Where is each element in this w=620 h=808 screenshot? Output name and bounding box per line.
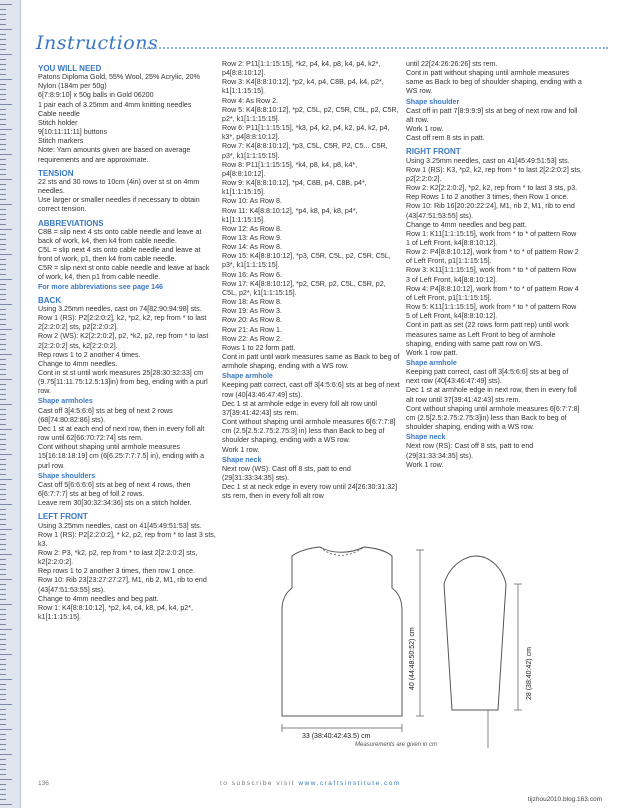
ruler-tick xyxy=(0,769,6,770)
paragraph: Next row (RS): Cast off 8 sts, patt to end (29[31:33:34:35] sts). xyxy=(406,442,534,460)
ruler-tick xyxy=(0,399,6,400)
ruler-tick xyxy=(0,284,6,285)
subsection-heading: Shape shoulders xyxy=(38,471,96,480)
ruler-tick xyxy=(0,99,6,100)
body-height-label: 40 (44:48:50:52) cm xyxy=(409,627,416,690)
paragraph: Note: Yarn amounts given are based on average requirements and are approximate. xyxy=(38,146,191,164)
ruler-tick xyxy=(0,344,6,345)
ruler-tick xyxy=(0,404,12,405)
ruler-tick xyxy=(0,414,6,415)
paragraph: Row 18: As Row 8. xyxy=(222,298,282,307)
ruler-tick xyxy=(0,444,6,445)
paragraph: Row 12: As Row 8. xyxy=(222,224,282,233)
paragraph: Row 20: As Row 8. xyxy=(222,316,282,325)
ruler-tick xyxy=(0,44,6,45)
page-footer xyxy=(0,778,620,792)
paragraph: Row 10: Rib 16[20:20:22:24], M1, rib 2, M1, rib to end (43[47:51:53:55] sts). xyxy=(406,202,575,220)
ruler-tick xyxy=(0,474,6,475)
ruler-tick xyxy=(0,79,12,80)
ruler-tick xyxy=(0,774,6,775)
ruler-tick xyxy=(0,134,6,135)
paragraph: until 22[24:26:26:26] sts rem. xyxy=(406,60,498,68)
section-heading: BACK xyxy=(38,295,62,305)
ruler-tick xyxy=(0,684,6,685)
ruler-tick xyxy=(0,354,12,355)
ruler-tick xyxy=(0,489,6,490)
paragraph: Keeping patt correct, cast off 3[4:5:6:6] sts at beg of next row (40[43:46:47:49] sts). xyxy=(406,368,569,386)
ruler-tick xyxy=(0,714,6,715)
paragraph: Using 3.25mm needles, cast on 74[82:90:94:98] sts. xyxy=(38,304,202,313)
ruler-tick xyxy=(0,69,6,70)
column-3 xyxy=(406,60,582,470)
paragraph: C5R = slip next st onto cable needle and leave at back of work, k4, then p1 from cable needle. xyxy=(38,264,210,282)
ruler-tick xyxy=(0,424,6,425)
ruler-tick xyxy=(0,689,6,690)
ruler-tick xyxy=(0,14,6,15)
ruler-tick xyxy=(0,59,6,60)
ruler-tick xyxy=(0,479,12,480)
ruler-tick xyxy=(0,389,6,390)
ruler-tick xyxy=(0,289,6,290)
paragraph: Change to 4mm needles. xyxy=(38,359,118,368)
ruler-tick xyxy=(0,229,12,230)
ruler-tick xyxy=(0,744,6,745)
width-label: 33 (38:40:42:43.5) cm xyxy=(302,733,371,740)
ruler-tick xyxy=(0,594,6,595)
ruler-tick xyxy=(0,764,6,765)
ruler-tick xyxy=(0,634,6,635)
ruler-tick xyxy=(0,574,6,575)
paragraph: Dec 1 st at neck edge in every row until 24[26:30:31:32] sts rem, then in every foll alt row xyxy=(222,483,398,501)
paragraph: Work 1 row. xyxy=(406,460,444,469)
paragraph: Row 16: As Row 6. xyxy=(222,270,282,279)
paragraph: Work 1 row patt. xyxy=(406,348,458,357)
paragraph: Cast off 3[4:5:6:6] sts at beg of next 2 rows (68[74:80:82:86] sts). xyxy=(38,406,173,424)
subsection-heading: Shape armhole xyxy=(406,359,457,367)
ruler-tick xyxy=(0,709,6,710)
ruler-tick xyxy=(0,639,6,640)
column-2 xyxy=(222,60,400,502)
section-heading: RIGHT FRONT xyxy=(406,147,461,157)
ruler-tick xyxy=(0,659,6,660)
ruler-tick xyxy=(0,679,12,680)
ruler-tick xyxy=(0,449,6,450)
ruler-tick xyxy=(0,199,6,200)
paragraph: Row 1: K11[1:1:15:15], work from * to * of pattern Row 1 of Left Front, k4[8:8:10:12]. xyxy=(406,229,577,247)
ruler-tick xyxy=(0,579,12,580)
paragraph: Change to 4mm needles and beg patt. xyxy=(406,220,527,229)
ruler-tick xyxy=(0,159,6,160)
paragraph: Row 2: P3, *k2, p2, rep from * to last 2[2:2:0:2] sts, k2[2:2:0:2]. xyxy=(38,548,198,567)
ruler-tick xyxy=(0,704,12,705)
ruler-tick xyxy=(0,569,6,570)
ruler-tick xyxy=(0,304,12,305)
ruler-tick xyxy=(0,629,12,630)
ruler-tick xyxy=(0,559,6,560)
ruler-tick xyxy=(0,514,6,515)
paragraph: Keeping patt correct, cast off 3[4:5:6:6] sts at beg of next row (40[43:46:47:49] sts). xyxy=(222,381,400,399)
measurement-diagram xyxy=(240,540,620,770)
ruler-tick xyxy=(0,539,6,540)
ruler-tick xyxy=(0,409,6,410)
ruler-tick xyxy=(0,334,6,335)
ruler-tick xyxy=(0,359,6,360)
paragraph: Rep Rows 1 to 2 another 3 times, then Row 1 once. xyxy=(406,193,569,202)
ruler-tick xyxy=(0,114,6,115)
subscribe-line xyxy=(220,780,401,787)
ruler-tick xyxy=(0,664,6,665)
paragraph: Row 3: K11[1:1:15:15], work from * to * of pattern Row 3 of Left Front, k4[8:8:10:12]. xyxy=(406,266,577,284)
page-title: Instructions xyxy=(36,32,159,54)
ruler-tick xyxy=(0,504,12,505)
ruler-tick xyxy=(0,529,12,530)
paragraph: Dec 1 st at armhole edge in next row, then in every foll alt row until 37[39:41:42:43] sts rem. xyxy=(406,386,577,404)
ruler-tick xyxy=(0,799,6,800)
ruler-tick xyxy=(0,64,6,65)
ruler-tick xyxy=(0,219,6,220)
ruler-tick xyxy=(0,374,6,375)
section-heading: TENSION xyxy=(38,168,74,178)
ruler-tick xyxy=(0,164,6,165)
ruler-tick xyxy=(0,9,6,10)
ruler-tick xyxy=(0,584,6,585)
ruler-tick xyxy=(0,19,6,20)
paragraph: Row 2: P11[1:1:15:15], *k2, p4, k4, p8, k4, p4, k2*, p4[8:8:10:12]. xyxy=(222,60,381,78)
ruler-tick xyxy=(0,469,6,470)
paragraph: Row 15: K4[8:8:10:12], *p3, C5R, C5L, p2, C5R, C5L, p3*, k1[1:1:15:15]. xyxy=(222,252,391,270)
title-divider xyxy=(140,47,608,49)
paragraph: Using 3.25mm needles, cast on 41[45:49:51:53] sts. xyxy=(38,521,202,530)
ruler-tick xyxy=(0,324,6,325)
ruler-tick xyxy=(0,214,6,215)
paragraph: 6[7:8:9:10] x 50g balls in Gold 06200 xyxy=(38,91,154,100)
subsection-heading: Shape armholes xyxy=(38,397,93,406)
ruler-tick xyxy=(0,644,6,645)
ruler-tick xyxy=(0,699,6,700)
ruler-tick xyxy=(0,499,6,500)
ruler-tick xyxy=(0,209,6,210)
paragraph: Cont in patt until work measures same as Back to beg of armhole shaping, ending with a WS row. xyxy=(222,353,400,371)
ruler-tick xyxy=(0,274,6,275)
ruler-tick xyxy=(0,174,6,175)
paragraph: Row 2: K2[2:2:0:2], *p2, k2, rep from * to last 3 sts, p3. xyxy=(406,184,578,193)
ruler-tick xyxy=(0,144,6,145)
ruler-tick xyxy=(0,154,12,155)
ruler-tick xyxy=(0,604,12,605)
body-outline xyxy=(282,547,402,716)
paragraph: C5L = slip next 4 sts onto cable needle and leave at front of work, p1, then k4 from cable needle. xyxy=(38,245,201,264)
ruler-tick xyxy=(0,259,6,260)
section-heading: YOU WILL NEED xyxy=(38,64,102,73)
paragraph: Cable needle xyxy=(38,109,80,118)
ruler-tick xyxy=(0,614,6,615)
ruler-tick xyxy=(0,524,6,525)
paragraph: Stitch holder xyxy=(38,118,78,127)
paragraph: Row 1: K4[8:8:10:12], *p2, k4, c4, k8, p4, k4, p2*, k1[1:1:15:15]. xyxy=(38,603,193,622)
paragraph: C8B = slip next 4 sts onto cable needle and leave at back of work, k4, then k4 from cable needle. xyxy=(38,227,202,245)
ruler-tick xyxy=(0,34,6,35)
paragraph: Cast off in patt 7[8:9:9:9] sts at beg of next row and foll alt row. xyxy=(406,106,578,124)
ruler-tick xyxy=(0,39,6,40)
abbreviations-link[interactable]: For more abbreviations see page 146 xyxy=(38,282,163,291)
ruler-tick xyxy=(0,204,12,205)
ruler-tick xyxy=(0,519,6,520)
ruler-tick xyxy=(0,129,12,130)
paragraph: Row 9: K4[8:8:10:12], *p4, C8B, p4, C8B, p4*, k1[1:1:15:15]. xyxy=(222,179,367,197)
ruler-tick xyxy=(0,319,6,320)
ruler-tick xyxy=(0,739,6,740)
ruler-tick xyxy=(0,729,12,730)
ruler-tick xyxy=(0,379,12,380)
page-ruler xyxy=(0,0,21,808)
paragraph: Patons Diploma Gold, 55% Wool, 25% Acrylic, 20% Nylon (184m per 50g) xyxy=(38,73,200,91)
ruler-tick xyxy=(0,554,12,555)
paragraph: Row 14: As Row 8. xyxy=(222,243,282,252)
ruler-tick xyxy=(0,669,6,670)
ruler-tick xyxy=(0,724,6,725)
ruler-tick xyxy=(0,179,12,180)
ruler-tick xyxy=(0,734,6,735)
subsection-heading: Shape shoulder xyxy=(406,97,460,106)
ruler-tick xyxy=(0,139,6,140)
paragraph: Row 2: P4[8:8:10:12], work from * to * of pattern Row 2 of Left Front, p1[1:1:15:15]. xyxy=(406,248,579,266)
ruler-tick xyxy=(0,509,6,510)
paragraph: Row 21: As Row 1. xyxy=(222,325,282,334)
subsection-heading: Shape neck xyxy=(406,433,446,442)
sleeve-outline xyxy=(444,556,506,710)
ruler-tick xyxy=(0,694,6,695)
ruler-tick xyxy=(0,619,6,620)
sleeve-length-label: 28 (38:40:42) cm xyxy=(526,647,533,700)
paragraph: Using 3.25mm needles, cast on 41[45:49:51:53] sts. xyxy=(406,156,570,165)
paragraph: Row 5: K11[1:1:15:15], work from * to * of pattern Row 5 of Left Front, k4[8:8:10:12]. xyxy=(406,303,577,321)
ruler-tick xyxy=(0,759,6,760)
ruler-tick xyxy=(0,119,6,120)
ruler-tick xyxy=(0,749,6,750)
ruler-tick xyxy=(0,239,6,240)
neck-line xyxy=(320,547,364,555)
ruler-tick xyxy=(0,194,6,195)
paragraph: Row 4: As Row 2. xyxy=(222,96,278,105)
ruler-tick xyxy=(0,439,6,440)
ruler-tick xyxy=(0,369,6,370)
paragraph: Rows 1 to 22 form patt. xyxy=(222,343,296,352)
ruler-tick xyxy=(0,484,6,485)
ruler-tick xyxy=(0,564,6,565)
paragraph: Cast off 5[6:6:6:6] sts at beg of next 4 rows, then 6[6:7:7:7] sts at beg of foll 2 rows. xyxy=(38,480,191,499)
ruler-tick xyxy=(0,294,6,295)
paragraph: Row 2 (WS): K2[2:2:0:2], p2, *k2, p2, rep from * to last 2[2:2:0:2] sts, k2[2:2:0:2]. xyxy=(38,332,209,350)
paragraph: Row 10: Rib 23[23:27:27:27], M1, rib 2, M1, rib to end (43[47:51:53:55] sts). xyxy=(38,576,207,594)
measurement-note: Measurements are given in cm xyxy=(355,742,438,748)
paragraph: Cont in st st until work measures 25[28:30:32:33] cm (9.75[11:11.75:12.5:13]in) from beg, ending with a purl row. xyxy=(38,369,208,396)
paragraph: Row 11: K4[8:8:10:12], *p4, k8, p4, k8, p4*, k1[1:1:15:15]. xyxy=(222,206,358,224)
ruler-tick xyxy=(0,94,6,95)
paragraph: Row 8: P11[1:1:15:15], *k4, p8, k4, p8, k4*, p4[8:8:10:12]. xyxy=(222,160,358,178)
ruler-tick xyxy=(0,224,6,225)
paragraph: Row 1 (RS): P2[2:2:0:2], k2, *p2, k2, rep from * to last 2[2:2:0:2] sts, p2[2:2:0:2]. xyxy=(38,314,207,332)
watermark: tijzhou2010.blog.163.com xyxy=(527,796,602,803)
paragraph: Cont in patt as set (22 rows form patt rep) until work measures same as Left Front to beg of armhole shaping, ending with same patt row on WS. xyxy=(406,321,569,348)
paragraph: Use larger or smaller needles if necessary to obtain correct tension. xyxy=(38,196,200,214)
ruler-tick xyxy=(0,544,6,545)
ruler-tick xyxy=(0,309,6,310)
ruler-tick xyxy=(0,349,6,350)
paragraph: Row 1 (RS): K3, *p2, k2, rep from * to last 2[2:2:0:2] sts, p2[2:2:0:2]. xyxy=(406,165,582,183)
paragraph: Next row (WS): Cast off 8 sts, patt to end (29[31:33:34:35] sts). xyxy=(222,464,351,483)
ruler-tick xyxy=(0,804,12,805)
ruler-tick xyxy=(0,299,6,300)
ruler-tick xyxy=(0,429,12,430)
paragraph: Change to 4mm needles and beg patt. xyxy=(38,594,159,603)
ruler-tick xyxy=(0,234,6,235)
ruler-tick xyxy=(0,124,6,125)
ruler-tick xyxy=(0,24,6,25)
site-link[interactable]: www.craftsinstitute.com xyxy=(298,780,401,787)
paragraph: Row 22: As Row 2. xyxy=(222,334,282,343)
ruler-tick xyxy=(0,609,6,610)
paragraph: Rep rows 1 to 2 another 4 times. xyxy=(38,350,141,359)
paragraph: Row 4: P4[8:8:10:12], work from * to * of pattern Row 4 of Left Front, p1[1:1:15:15]. xyxy=(406,284,579,302)
ruler-tick xyxy=(0,599,6,600)
ruler-tick xyxy=(0,314,6,315)
ruler-tick xyxy=(0,84,6,85)
paragraph: Cont without shaping until armhole measures 6[6:7:7:8] cm (2.5[2.5:2.75:2.75:3] in) less than Back to beg of shoulder shaping, ending with a WS row. xyxy=(222,418,396,445)
ruler-tick xyxy=(0,339,6,340)
paragraph: Cont without shaping until armhole measures 15[16:18:18:19] cm (6[6.25:7:7:7.5] in), ending with a purl row. xyxy=(38,443,205,470)
ruler-tick xyxy=(0,534,6,535)
subsection-heading: Shape armhole xyxy=(222,372,273,381)
paragraph: 1 pair each of 3.25mm and 4mm knitting needles xyxy=(38,100,192,109)
subscribe-text: to subscribe visit xyxy=(220,780,296,787)
ruler-tick xyxy=(0,754,12,755)
paragraph: Row 13: As Row 9. xyxy=(222,233,282,242)
page-number: 136 xyxy=(38,780,49,787)
ruler-tick xyxy=(0,149,6,150)
ruler-tick xyxy=(0,329,12,330)
ruler-tick xyxy=(0,459,6,460)
paragraph: 22 sts and 30 rows to 10cm (4in) over st st on 4mm needles. xyxy=(38,177,200,196)
paragraph: Row 6: P11[1:1:15:15], *k3, p4, k2, p4, k2, p4, k2, p4, k3*, p4[8:8:10:12]. xyxy=(222,124,390,142)
ruler-tick xyxy=(0,454,12,455)
paragraph: Leave rem 30[30:32:34:36] sts on a stitch holder. xyxy=(38,499,192,508)
ruler-tick xyxy=(0,254,12,255)
section-heading: LEFT FRONT xyxy=(38,512,88,522)
ruler-tick xyxy=(0,394,6,395)
ruler-tick xyxy=(0,29,12,30)
ruler-tick xyxy=(0,654,12,655)
ruler-tick xyxy=(0,464,6,465)
ruler-tick xyxy=(0,244,6,245)
ruler-tick xyxy=(0,54,12,55)
ruler-tick xyxy=(0,184,6,185)
paragraph: Row 1 (RS): P2[2:2:0:2], * k2, p2, rep from * to last 3 sts, k3. xyxy=(38,530,216,548)
column-1 xyxy=(38,60,216,622)
section-heading: ABBREVIATIONS xyxy=(38,218,104,228)
ruler-tick xyxy=(0,74,6,75)
ruler-tick xyxy=(0,109,6,110)
ruler-tick xyxy=(0,719,6,720)
ruler-tick xyxy=(0,494,6,495)
ruler-tick xyxy=(0,189,6,190)
paragraph: Row 19: As Row 3. xyxy=(222,307,282,316)
ruler-tick xyxy=(0,4,12,5)
paragraph: Row 7: K4[8:8:10:12], *p3, C5L, C5R, P2, C5... C5R, p3*, k1[1:1:15:15]. xyxy=(222,142,388,160)
ruler-tick xyxy=(0,624,6,625)
ruler-tick xyxy=(0,384,6,385)
paragraph: Cast off rem 8 sts in patt. xyxy=(406,134,485,143)
ruler-tick xyxy=(0,549,6,550)
ruler-tick xyxy=(0,104,12,105)
paragraph: Work 1 row. xyxy=(222,445,260,454)
ruler-tick xyxy=(0,49,6,50)
paragraph: 9[10:11:11:11] buttons xyxy=(38,128,108,137)
ruler-tick xyxy=(0,434,6,435)
paragraph: Row 17: K4[8:8:10:12], *p2, C5R, p2, C5L, C5R, p2, C5L, p2*, k1[1:1:15:15]. xyxy=(222,279,386,297)
ruler-tick xyxy=(0,419,6,420)
ruler-tick xyxy=(0,674,6,675)
ruler-tick xyxy=(0,794,6,795)
paragraph: Work 1 row. xyxy=(406,125,444,134)
ruler-tick xyxy=(0,89,6,90)
ruler-tick xyxy=(0,279,12,280)
paragraph: Row 5: K4[8:8:10:12], *p2, C5L, p2, C5R, C5L, p2, C5R, p2*, k1[1:1:15:15]. xyxy=(222,105,399,123)
paragraph: Dec 1 st at each end of next row, then in every foll alt row until 62[66:70:72:74] sts rem. xyxy=(38,424,205,443)
paragraph: Stitch markers xyxy=(38,137,84,146)
ruler-tick xyxy=(0,169,6,170)
paragraph: Row 10: As Row 8. xyxy=(222,197,282,206)
ruler-tick xyxy=(0,264,6,265)
ruler-tick xyxy=(0,649,6,650)
paragraph: Cont in patt without shaping until armhole measures same as Back to beg of shoulder shaping, ending with a WS row. xyxy=(406,69,582,96)
paragraph: Cont without shaping until armhole measures 6[6:7:7:8] cm (2.5[2.5:2.75:2.75:3]in) less than Back to beg of shoulder shaping, ending with a WS row. xyxy=(406,404,580,432)
paragraph: Dec 1 st at armhole edge in every foll alt row until 37[39:41:42:43] sts rem. xyxy=(222,399,377,417)
ruler-tick xyxy=(0,269,6,270)
ruler-tick xyxy=(0,589,6,590)
paragraph: Row 3: K4[8:8:10:12], *p2, k4, p4, C8B, p4, k4, p2*, k1[1:1:15:15]. xyxy=(222,78,384,96)
ruler-tick xyxy=(0,249,6,250)
paragraph: Rep rows 1 to 2 another 3 times, then row 1 once. xyxy=(38,567,195,576)
subsection-heading: Shape neck xyxy=(222,455,262,464)
ruler-tick xyxy=(0,364,6,365)
